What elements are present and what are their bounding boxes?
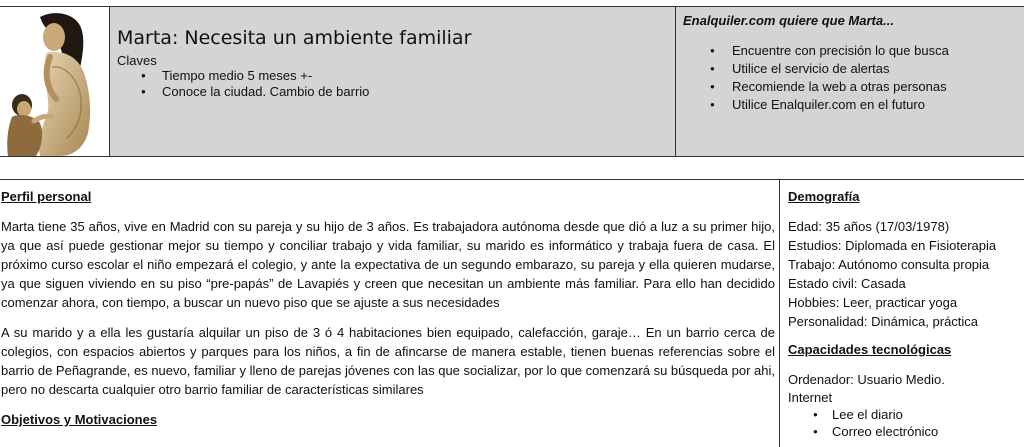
tech-computer-level: Ordenador: Usuario Medio. — [788, 372, 945, 387]
goals-list — [683, 42, 1024, 114]
profile-column — [0, 180, 780, 447]
tech-internet-label: Internet — [788, 390, 833, 405]
demographics-list — [788, 217, 1024, 331]
demographic-line: Hobbies: Leer, practicar yoga — [788, 295, 958, 310]
goal-item: ● Utilice el servicio de alertas — [683, 60, 1024, 78]
goals-title: Enalquiler.com quiere que Marta... — [683, 13, 894, 28]
goal-item: ● Recomiende la web a otras personas — [683, 78, 1024, 96]
page-title: Marta: Necesita un ambiente familiar — [117, 27, 472, 49]
demographic-line: Estudios: Diplomada en Fisioterapia — [788, 238, 997, 253]
persona-photo — [0, 7, 110, 156]
profile-heading: Perfil personal — [1, 189, 92, 204]
goal-item: ● Utilice Enalquiler.com en el futuro — [683, 96, 1024, 114]
keys-label: Claves — [117, 53, 157, 68]
mother-child-photo — [0, 7, 110, 156]
demographic-line: Personalidad: Dinámica, práctica — [788, 314, 979, 329]
demographics-column — [781, 180, 1024, 447]
internet-usage-item: ● Lee el diario — [788, 406, 1024, 423]
persona-title-cell — [110, 7, 676, 156]
internet-usage-item: ● Correo electrónico — [788, 423, 1024, 440]
persona-header — [0, 6, 1024, 157]
demographic-line: Trabajo: Autónomo consulta propia — [788, 257, 990, 272]
persona-body — [0, 179, 1024, 447]
goals-cell — [677, 7, 1024, 156]
objectives-heading: Objetivos y Motivaciones — [1, 412, 158, 427]
tech-heading: Capacidades tecnológicas — [788, 342, 952, 357]
demographic-line: Edad: 35 años (17/03/1978) — [788, 219, 950, 234]
profile-paragraph: A su marido y a ella les gustaría alquilar un piso de 3 ó 4 habitaciones bien equipado, calefacción, garaje… En un barrio cerca de colegios, con espacios abiertos y parques para los niños, a fin de afincarse de manera estable, tienen buenas referencias sobre el barrio de Peñagrande, es nuevo, familiar y lleno de parejas jóvenes con las que socializar, por lo que comenzará su búsqueda por ahi, pero no descarta cualquier otro barrio familiar de características similares — [1, 325, 775, 397]
demographics-heading: Demografía — [788, 189, 860, 204]
internet-usage-list — [788, 406, 1024, 440]
key-item: ● Conoce la ciudad. Cambio de barrio — [117, 84, 675, 100]
keys-list — [117, 68, 675, 100]
key-item: ● Tiempo medio 5 meses +- — [117, 68, 675, 84]
profile-paragraph: Marta tiene 35 años, vive en Madrid con su pareja y su hijo de 3 años. Es trabajadora autónoma desde que dió a luz a su primer hijo, ya que así puede gestionar mejor su tiempo y conciliar trabajo y vida familiar, su marido es informático y trabaja fuera de casa. El próximo curso escolar el niño empezará el colegio, y ante la expectativa de un segundo embarazo, su pareja y ella quieren mudarse, ya que siguen viviendo en su piso “pre-papás” de Lavapiés y creen que necesitan un ambiente más familiar. Para ello han decidido comenzar ahora, con tiempo, a buscar un nuevo piso que se ajuste a sus necesidades — [1, 219, 775, 310]
demographic-line: Estado civil: Casada — [788, 276, 906, 291]
goal-item: ● Encuentre con precisión lo que busca — [683, 42, 1024, 60]
